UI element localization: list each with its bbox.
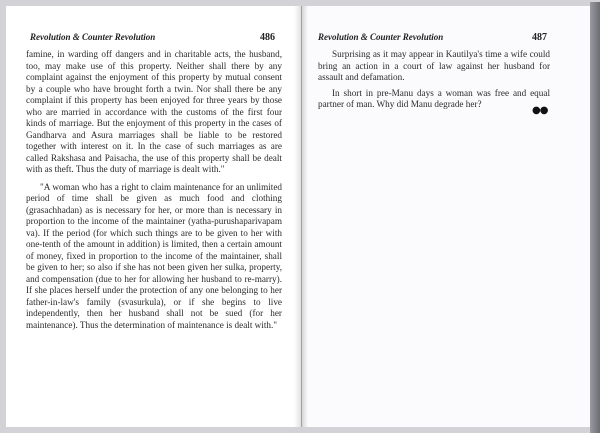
left-page-number: 486 bbox=[260, 32, 275, 43]
book-cover-edge bbox=[590, 2, 600, 433]
right-page bbox=[302, 6, 590, 427]
right-paragraph-1: Surprising as it may appear in Kautilya's time a wife could bring an action in a court of law against her husband for assault and defamation. bbox=[318, 49, 550, 82]
right-running-head: Revolution & Counter Revolution bbox=[318, 32, 444, 42]
left-paragraph-2: "A woman who has a right to claim maintenance for an unlimited period of time shall be given as much food and clothing (grasachhadan) as is necessary for her, or more than is necessary in proportion to the income of the maintainer (yatha-purushaparivapam va). If the period (for which such things are to be given to her with one-tenth of the amount in addition) is limited, then a certain amount of money, fixed in proportion to the income of the maintainer, shall be given to her; so also if she has not been given her sulka, property, and compensation (due to her for allowing her husband to re-marry). If she places herself under the protection of any one belonging to her father-in-law's family (svasurkula), or if she begins to live independently, then her husband shall not be sued (for her maintenance). Thus the determination of maintenance is dealt with." bbox=[26, 181, 282, 330]
left-page bbox=[6, 6, 302, 427]
right-page-body bbox=[318, 49, 550, 111]
right-paragraph-2: In short in pre-Manu days a woman was free and equal partner of man. Why did Manu degrade her? bbox=[318, 87, 550, 109]
left-page-body bbox=[26, 49, 282, 331]
left-running-head: Revolution & Counter Revolution bbox=[30, 32, 156, 42]
left-paragraph-1: famine, in warding off dangers and in charitable acts, the husband, too, may make use of this property. Neither shall there by any complaint against the enjoyment of this property by mutual consent by a couple who have brought forth a twin. Nor shall there be any complaint if this property has been enjoyed for three years by those who are married in accordance with the customs of the first four kinds of marriage. But the enjoyment of this property in the cases of Gandharva and Asura marriages shall be liable to be restored together with interest on it. In the case of such marriages as are called Rakshasa and Paisacha, the use of this property shall be dealt with as theft. Thus the duty of marriage is dealt with." bbox=[26, 49, 282, 174]
book-gutter bbox=[294, 6, 308, 427]
end-mark: ●● bbox=[532, 105, 548, 116]
right-page-number: 487 bbox=[532, 32, 547, 43]
